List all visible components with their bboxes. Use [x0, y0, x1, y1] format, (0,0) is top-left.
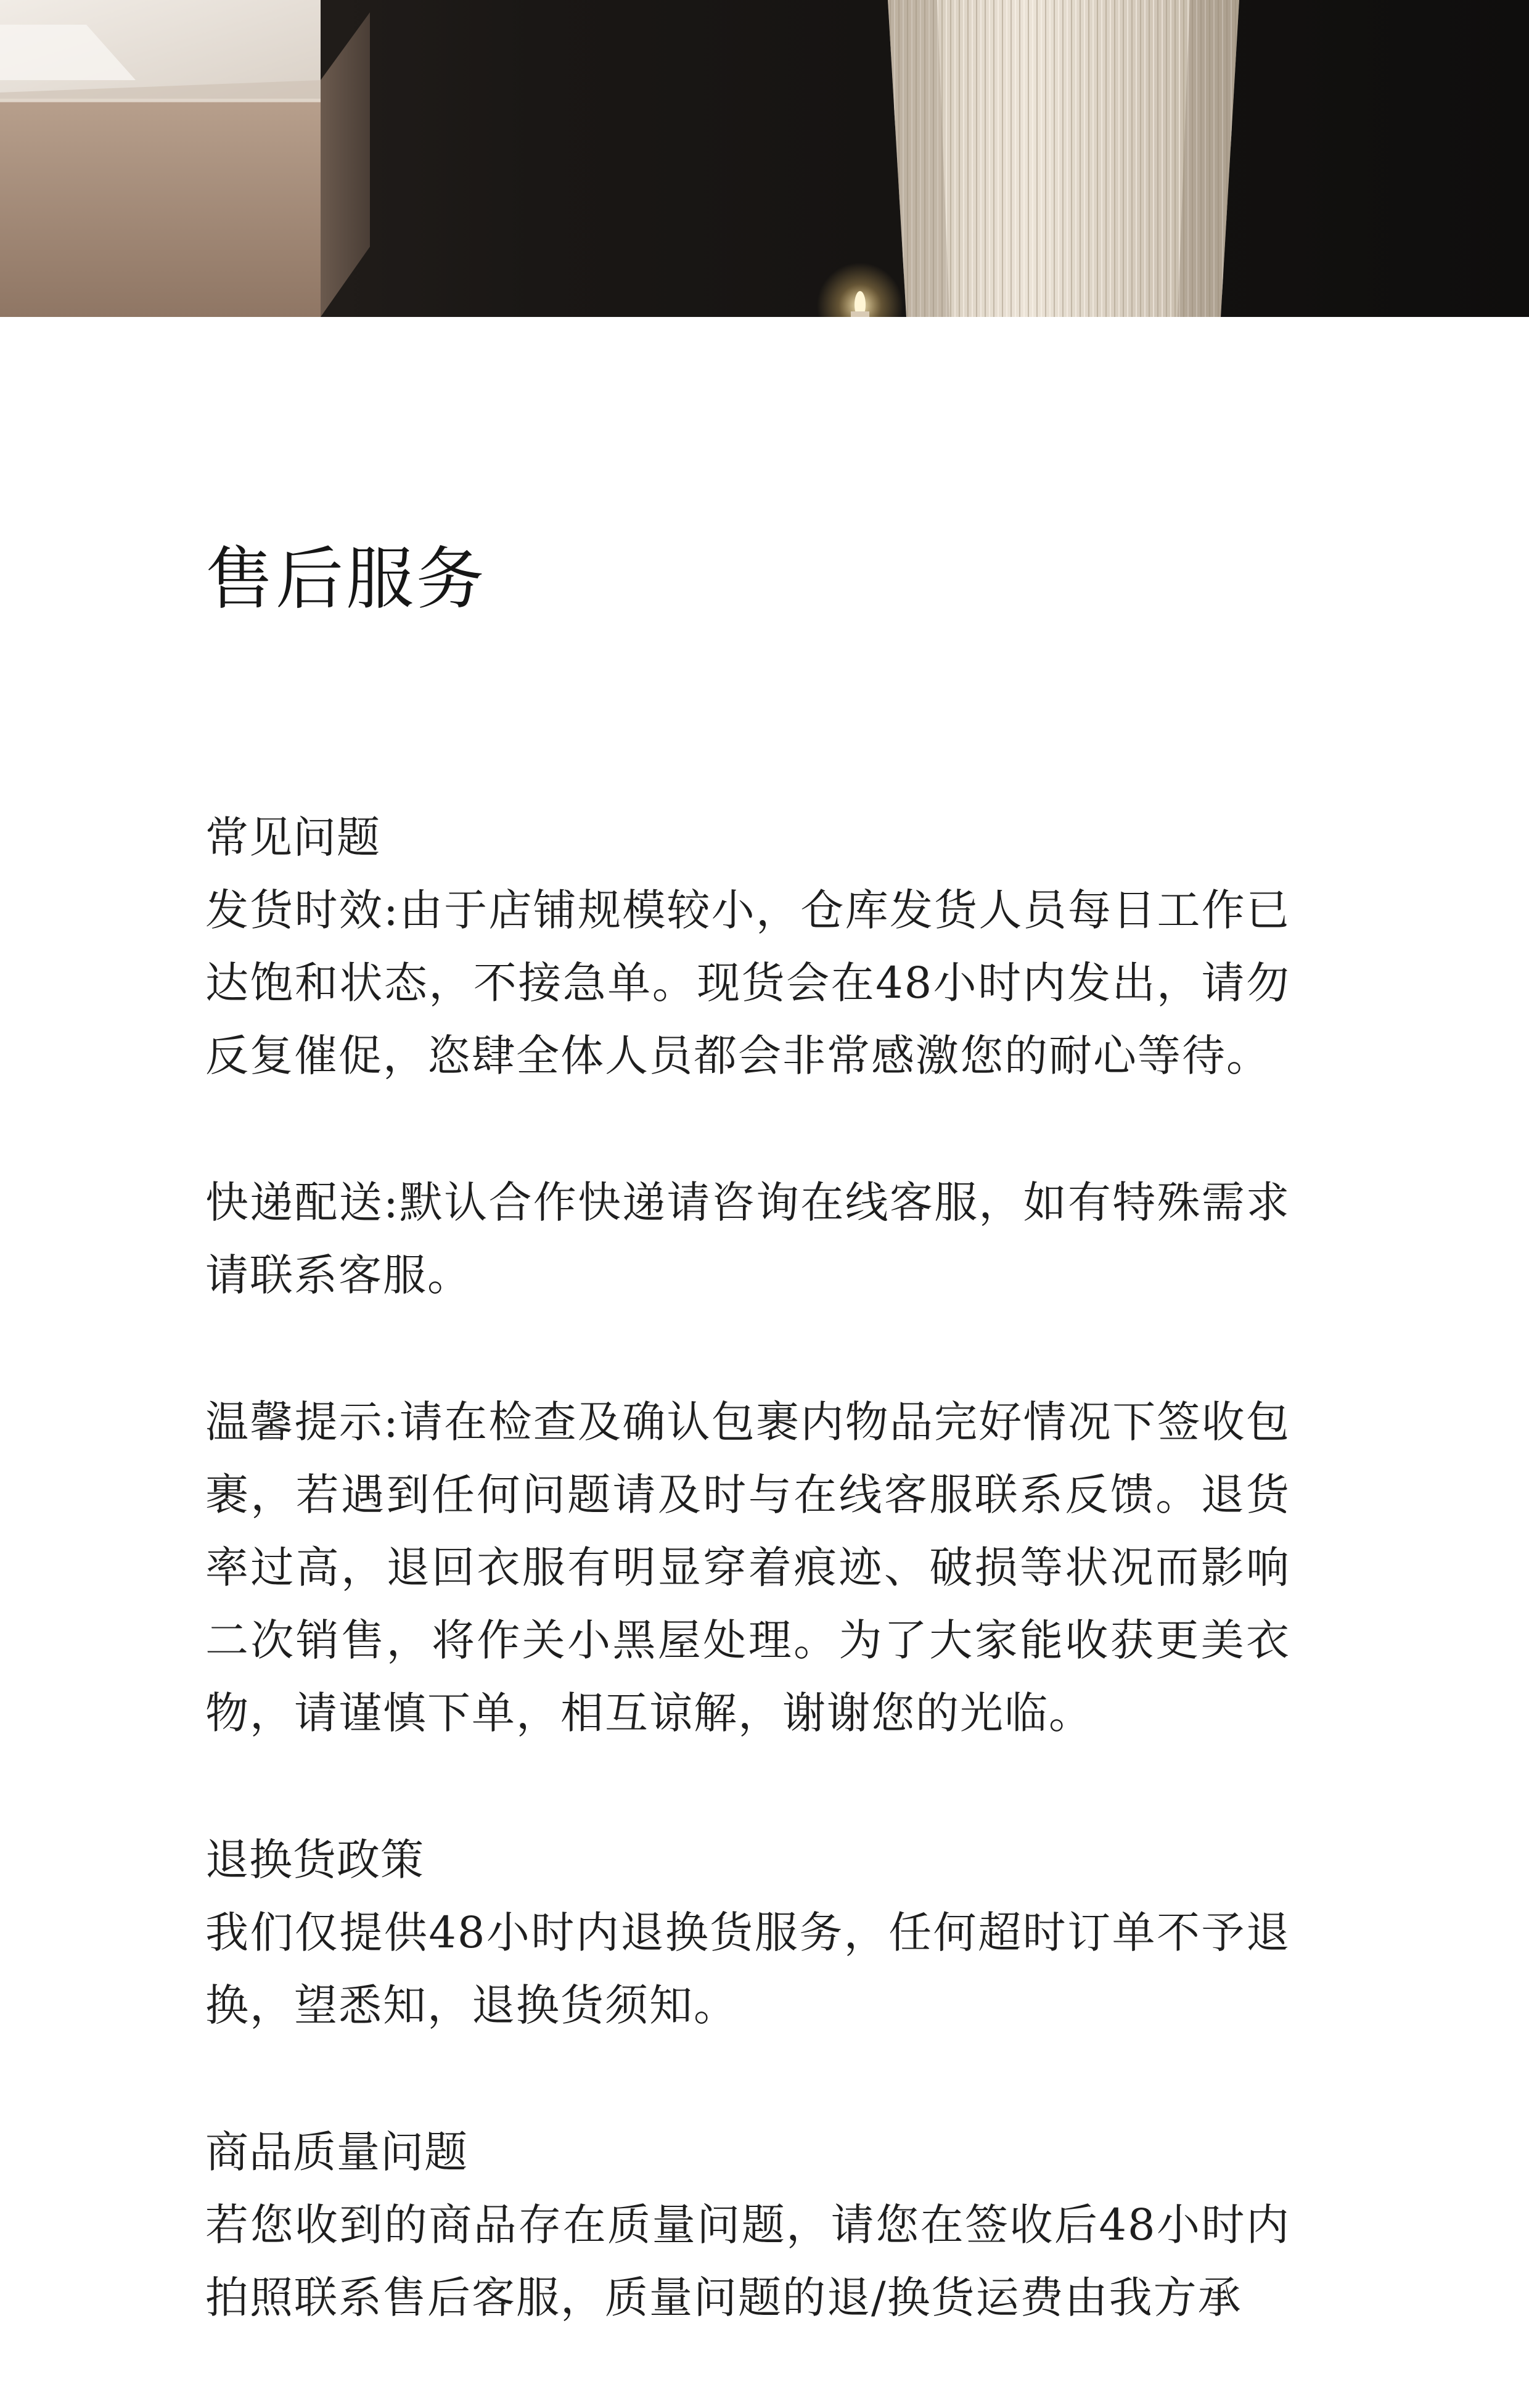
section-quality-issues	[205, 2116, 1290, 2334]
paragraph-delivery: 快递配送:默认合作快递请咨询在线客服，如有特殊需求请联系客服。	[205, 1177, 1290, 1301]
paragraph-shipping-time: 发货时效:由于店铺规模较小，仓库发货人员每日工作已达饱和状态，不接急单。现货会在48小时内发出，请勿反复催促，恣肆全体人员都会非常感激您的耐心等待。	[205, 885, 1290, 1081]
paragraph-return-policy: 我们仅提供48小时内退换货服务，任何超时订单不予退换，望悉知，退换货须知。	[205, 1907, 1290, 2031]
hero-photo	[0, 0, 1529, 317]
section-heading: 退换货政策	[205, 1835, 424, 1885]
section-faq	[205, 801, 1290, 1749]
paragraph-quality-issues: 若您收到的商品存在质量问题，请您在签收后48小时内拍照联系售后客服，质量问题的退/换货运费由我方承	[205, 2200, 1290, 2323]
hero-photo-art	[0, 0, 1529, 317]
after-sales-content	[205, 317, 1290, 2408]
page-title: 售后服务	[205, 540, 486, 618]
section-heading: 商品质量问题	[205, 2127, 468, 2177]
sections	[205, 801, 1290, 2334]
section-return-policy	[205, 1823, 1290, 2042]
section-heading: 常见问题	[205, 812, 380, 863]
paragraph-tips: 温馨提示:请在检查及确认包裹内物品完好情况下签收包裹，若遇到任何问题请及时与在线客服联系反馈。退货率过高，退回衣服有明显穿着痕迹、破损等状况而影响二次销售，将作关小黑屋处理。为了大家能收获更美衣物，请谨慎下单，相互谅解，谢谢您的光临。	[205, 1397, 1290, 1738]
